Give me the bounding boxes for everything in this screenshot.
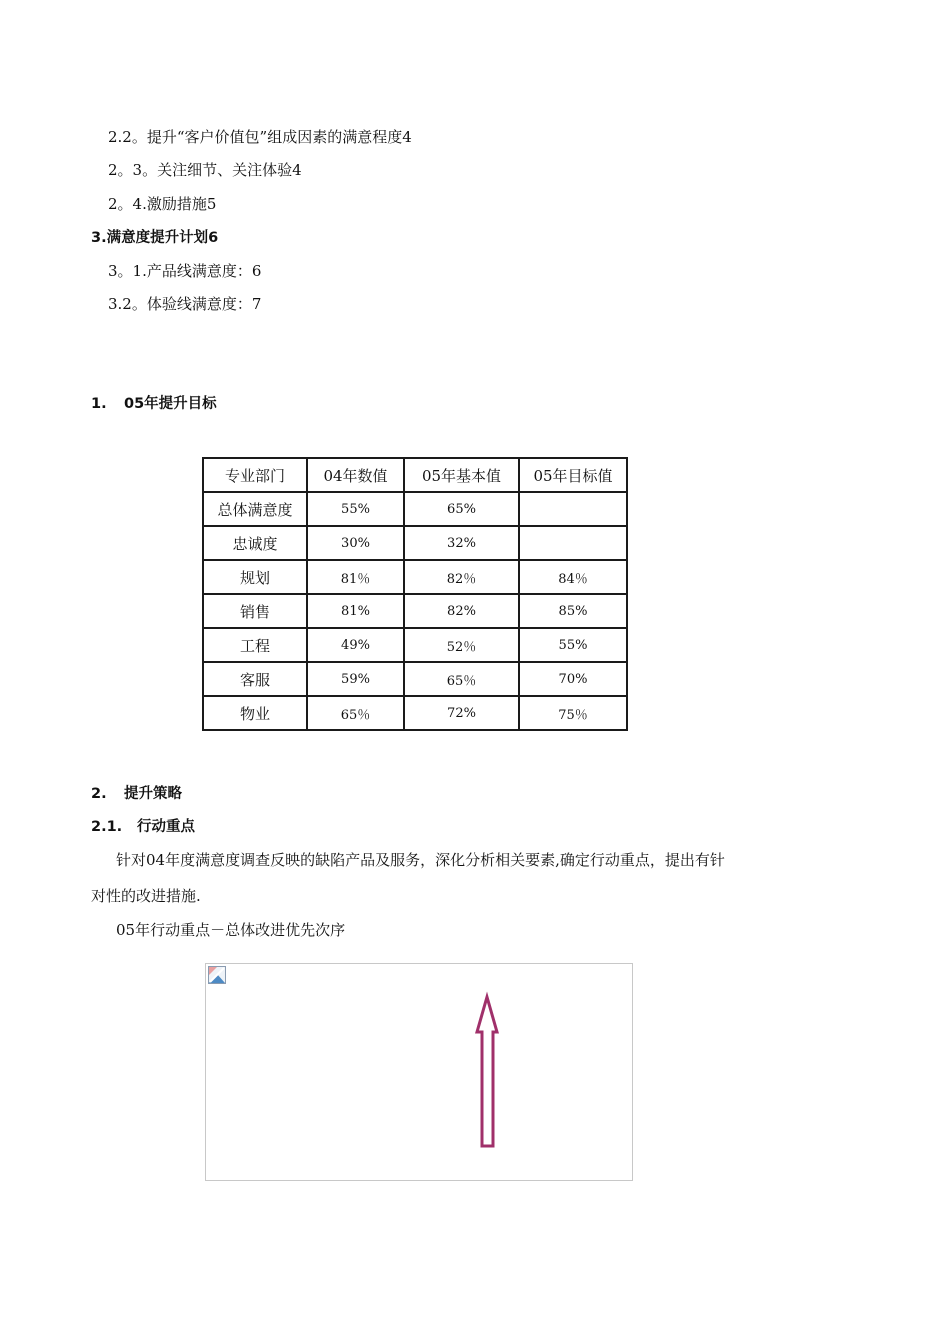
table-cell: 65％	[404, 662, 519, 696]
up-arrow-icon	[206, 964, 632, 1180]
table-cell: 32%	[404, 526, 519, 560]
paragraph-line-1: 针对04年度满意度调查反映的缺陷产品及服务，深化分析相关要素,确定行动重点，提出有针	[116, 851, 725, 869]
table-cell-dept: 忠诚度	[203, 526, 307, 560]
table-cell: 81%	[307, 594, 404, 628]
table-cell: 81％	[307, 560, 404, 594]
table-cell: 52％	[404, 628, 519, 662]
table-row	[203, 696, 627, 730]
table-row	[203, 560, 627, 594]
targets-table	[202, 457, 628, 731]
table-row	[203, 492, 627, 526]
table-cell: 72%	[404, 696, 519, 730]
table-cell: 85%	[519, 594, 627, 628]
section-2-1-title: 行动重点	[137, 819, 195, 835]
toc-item-2-4[interactable]: 2。4.激励措施5	[108, 195, 217, 213]
toc-item-2-2[interactable]: 2.2。提升“客户价值包”组成因素的满意程度4	[108, 128, 412, 146]
table-cell: 84％	[519, 560, 627, 594]
section-1-number: 1.	[91, 396, 107, 412]
table-cell-dept: 工程	[203, 628, 307, 662]
table-row	[203, 662, 627, 696]
paragraph-line-2: 对性的改进措施.	[91, 887, 201, 905]
table-cell: 65%	[404, 492, 519, 526]
table-cell-dept: 物业	[203, 696, 307, 730]
table-row	[203, 526, 627, 560]
table-header-cell: 05年目标值	[519, 458, 627, 492]
toc-item-3-1[interactable]: 3。1.产品线满意度：6	[108, 262, 262, 280]
table-cell: 49%	[307, 628, 404, 662]
figure-frame	[205, 963, 633, 1181]
table-cell-dept: 总体满意度	[203, 492, 307, 526]
section-2-title: 提升策略	[124, 786, 182, 802]
section-2-1-number: 2.1.	[91, 819, 123, 835]
table-cell: 82％	[404, 560, 519, 594]
table-cell: 70%	[519, 662, 627, 696]
toc-item-2-3[interactable]: 2。3。关注细节、关注体验4	[108, 161, 302, 179]
toc-item-3[interactable]: 3.满意度提升计划6	[91, 230, 219, 246]
table-cell: 59%	[307, 662, 404, 696]
table-cell-dept: 客服	[203, 662, 307, 696]
section-2-number: 2.	[91, 786, 107, 802]
table-header-cell: 专业部门	[203, 458, 307, 492]
section-1-title: 05年提升目标	[124, 396, 217, 412]
figure-caption: 05年行动重点－总体改进优先次序	[116, 921, 346, 939]
table-cell: 30%	[307, 526, 404, 560]
table-cell: 82%	[404, 594, 519, 628]
table-cell-dept: 销售	[203, 594, 307, 628]
table-header-cell: 05年基本值	[404, 458, 519, 492]
table-header-row	[203, 458, 627, 492]
table-row	[203, 594, 627, 628]
table-cell: 55%	[307, 492, 404, 526]
toc-item-3-2[interactable]: 3.2。体验线满意度：7	[108, 295, 262, 313]
table-cell-dept: 规划	[203, 560, 307, 594]
table-cell	[519, 492, 627, 526]
table-cell	[519, 526, 627, 560]
table-cell: 55%	[519, 628, 627, 662]
table-row	[203, 628, 627, 662]
table-cell: 65％	[307, 696, 404, 730]
table-header-cell: 04年数值	[307, 458, 404, 492]
table-cell: 75％	[519, 696, 627, 730]
